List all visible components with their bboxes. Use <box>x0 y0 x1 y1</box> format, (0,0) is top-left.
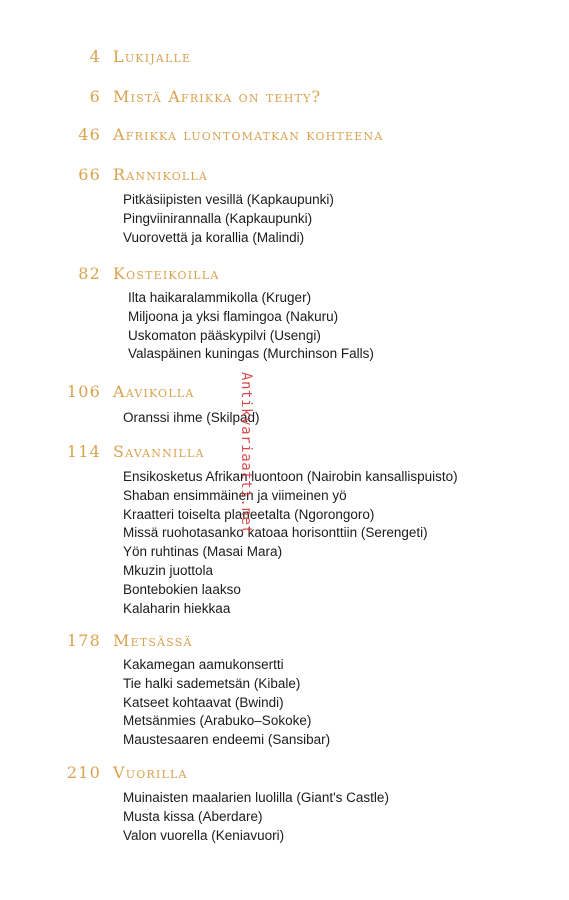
subsection-item: Missä ruohotasanko katoaa horisonttiin (Serengeti) <box>123 525 428 541</box>
chapter-page-number: 46 <box>78 125 101 144</box>
subsection-list <box>123 468 458 618</box>
subsection-item: Maustesaaren endeemi (Sansibar) <box>123 732 331 748</box>
chapter-title: Rannikolla <box>113 165 209 184</box>
subsection-item: Ilta haikaralammikolla (Kruger) <box>128 290 312 305</box>
subsection-item: Musta kissa (Aberdare) <box>123 808 263 824</box>
subsection-item: Miljoona ja yksi flamingoa (Nakuru) <box>128 308 339 324</box>
chapter-page-number: 66 <box>78 165 101 184</box>
chapter-page-number: 82 <box>78 264 101 283</box>
subsection-item: Oranssi ihme (Skilpad) <box>123 410 260 425</box>
chapter-title: Kosteikoilla <box>113 264 220 283</box>
chapter-page-number: 4 <box>89 47 101 66</box>
subsection-item: Bontebokien laakso <box>123 581 241 597</box>
subsection-list <box>123 656 330 750</box>
chapter-page-number: 106 <box>66 382 101 401</box>
chapter-title: Vuorilla <box>113 763 188 782</box>
subsection-item: Pitkäsiipisten vesillä (Kapkaupunki) <box>123 192 334 207</box>
subsection-item: Valaspäinen kuningas (Murchinson Falls) <box>128 346 374 362</box>
chapter-title: Lukijalle <box>113 47 192 66</box>
subsection-item: Katseet kohtaavat (Bwindi) <box>123 694 284 710</box>
subsection-item: Vuorovettä ja korallia (Malindi) <box>123 229 305 245</box>
subsection-list <box>123 789 389 845</box>
chapter-heading <box>0 763 188 782</box>
subsection-list <box>123 191 334 247</box>
chapter-heading <box>0 125 383 144</box>
subsection-item: Mkuzin juottola <box>123 562 214 578</box>
subsection-item: Tie halki sademetsän (Kibale) <box>123 675 301 691</box>
subsection-item: Ensikosketus Afrikan luontoon (Nairobin kansallispuisto) <box>123 469 458 484</box>
subsection-item: Kraatteri toiselta planeetalta (Ngorongoro) <box>123 506 375 522</box>
chapter-title: Metsässä <box>113 631 193 650</box>
subsection-item: Pingviinirannalla (Kapkaupunki) <box>123 210 313 226</box>
chapter-page-number: 6 <box>89 87 101 106</box>
subsection-item: Yön ruhtinas (Masai Mara) <box>123 544 283 560</box>
subsection-item: Metsänmies (Arabuko–Sokoke) <box>123 713 312 729</box>
watermark: Antikvariaatti.net <box>238 372 254 535</box>
chapter-heading <box>0 87 321 106</box>
chapter-heading <box>0 631 193 650</box>
subsection-item: Muinaisten maalarien luolilla (Giant's Castle) <box>123 790 389 805</box>
chapter-heading <box>0 264 219 283</box>
subsection-item: Uskomaton pääskypilvi (Usengi) <box>128 327 321 343</box>
chapter-title: Savannilla <box>113 442 205 461</box>
chapter-page-number: 114 <box>66 442 101 461</box>
chapter-page-number: 210 <box>66 763 101 782</box>
chapter-title: Mistä Afrikka on tehty? <box>113 87 322 106</box>
chapter-heading <box>0 165 208 184</box>
subsection-item: Kakamegan aamukonsertti <box>123 657 284 672</box>
subsection-item: Shaban ensimmäinen ja viimeinen yö <box>123 487 347 503</box>
chapter-title: Afrikka luontomatkan kohteena <box>113 125 384 144</box>
subsection-item: Valon vuorella (Keniavuori) <box>123 827 285 843</box>
chapter-page-number: 178 <box>66 631 101 650</box>
chapter-title: Aavikolla <box>113 382 195 401</box>
chapter-heading <box>0 382 195 401</box>
chapter-heading <box>0 47 191 66</box>
subsection-list <box>128 289 374 364</box>
subsection-item: Kalaharin hiekkaa <box>123 600 231 616</box>
chapter-heading <box>0 442 205 461</box>
